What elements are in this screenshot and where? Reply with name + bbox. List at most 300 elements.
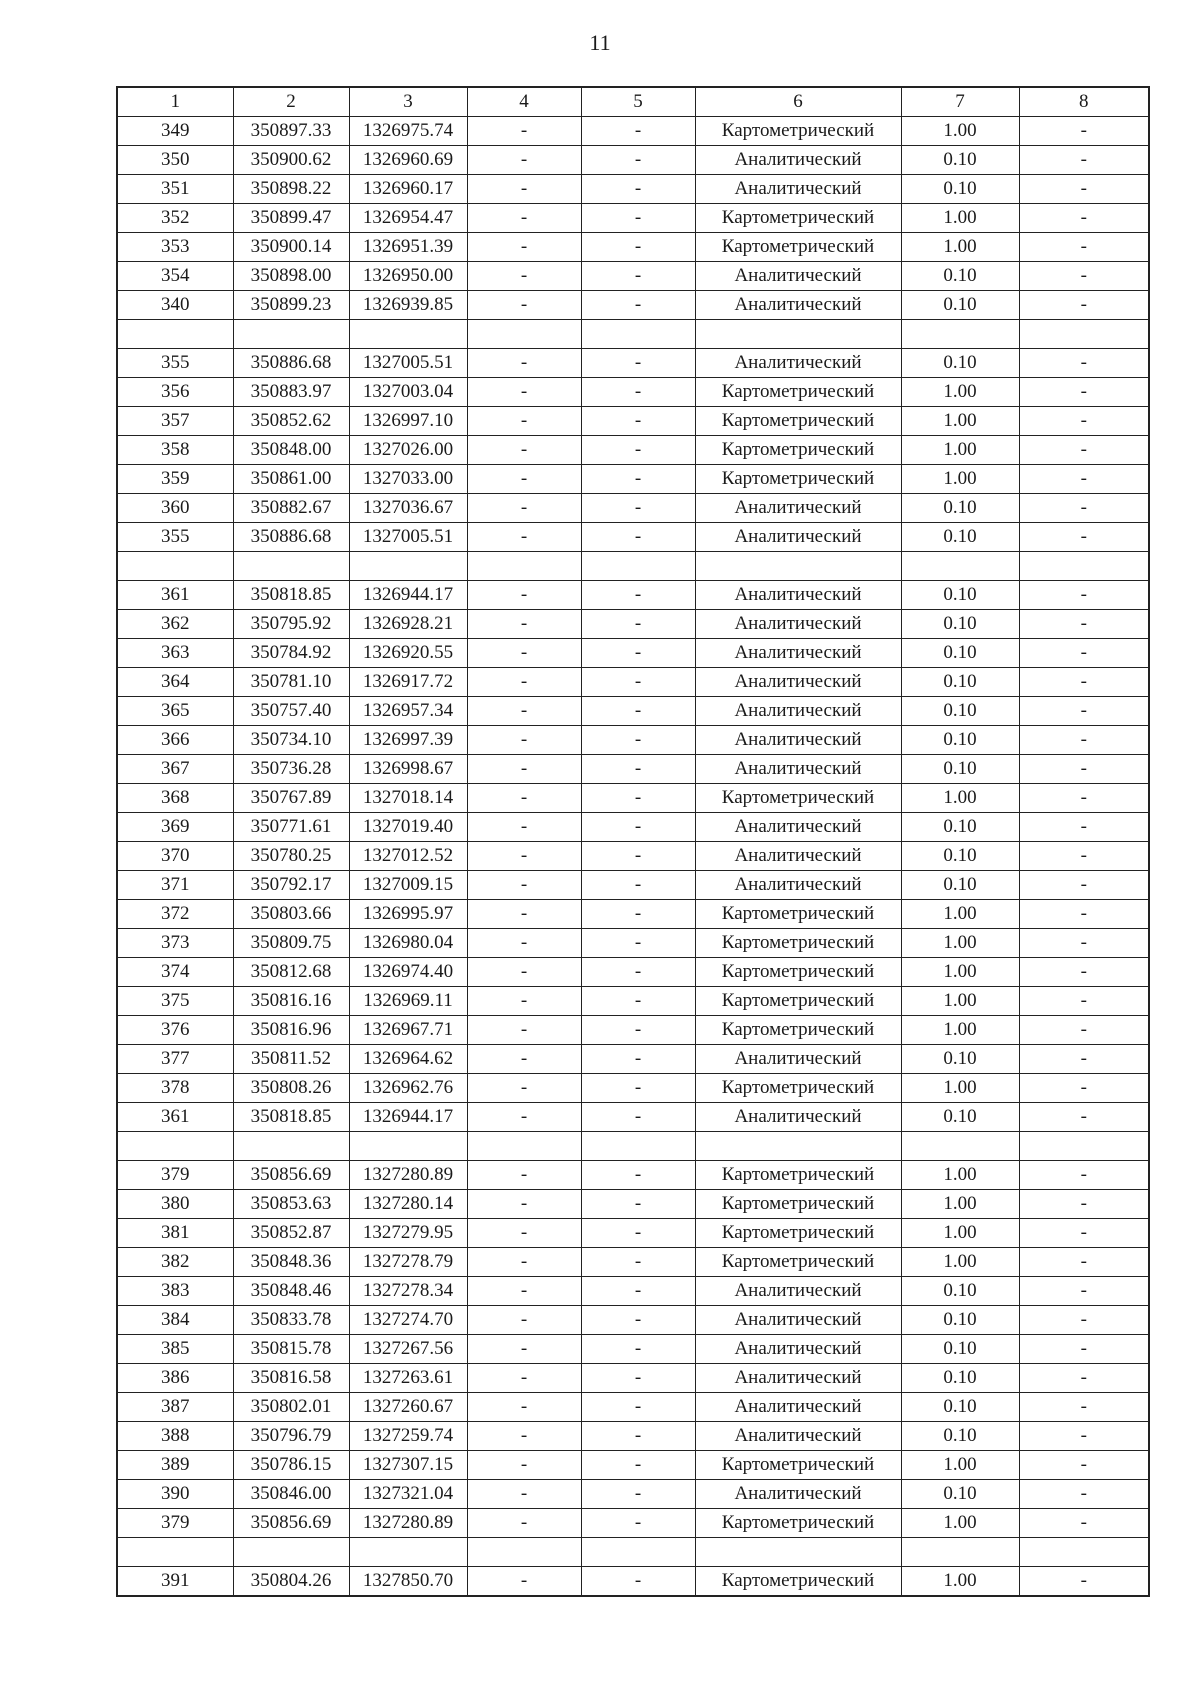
table-cell: Аналитический	[695, 1480, 901, 1509]
table-cell: -	[467, 117, 581, 146]
table-cell: Картометрический	[695, 987, 901, 1016]
table-cell: 350886.68	[233, 523, 349, 552]
table-cell: -	[581, 262, 695, 291]
table-cell: 1326964.62	[349, 1045, 467, 1074]
table-cell: 1327012.52	[349, 842, 467, 871]
table-row	[117, 900, 1149, 929]
table-cell: -	[467, 1074, 581, 1103]
table-cell: 350848.36	[233, 1248, 349, 1277]
table-cell: 1327278.34	[349, 1277, 467, 1306]
table-cell: -	[581, 146, 695, 175]
table-row	[117, 755, 1149, 784]
table-cell: 1326951.39	[349, 233, 467, 262]
table-row	[117, 697, 1149, 726]
table-cell: -	[1019, 175, 1149, 204]
table-cell: 350771.61	[233, 813, 349, 842]
table-cell: Аналитический	[695, 1103, 901, 1132]
table-cell: 1326969.11	[349, 987, 467, 1016]
table-cell: -	[581, 784, 695, 813]
table-cell: -	[581, 204, 695, 233]
table-cell: -	[1019, 1277, 1149, 1306]
table-cell	[467, 1132, 581, 1161]
table-cell: -	[581, 929, 695, 958]
table-cell: -	[467, 639, 581, 668]
table-row	[117, 349, 1149, 378]
table-cell: -	[467, 349, 581, 378]
table-cell	[695, 1132, 901, 1161]
table-cell: -	[1019, 987, 1149, 1016]
table-row	[117, 1509, 1149, 1538]
table-cell: -	[1019, 813, 1149, 842]
table-cell: -	[581, 726, 695, 755]
table-cell: -	[467, 784, 581, 813]
table-cell: 0.10	[901, 1277, 1019, 1306]
table-cell: -	[467, 1480, 581, 1509]
table-row	[117, 987, 1149, 1016]
table-cell: 1.00	[901, 204, 1019, 233]
table-cell: 1326944.17	[349, 1103, 467, 1132]
table-cell: -	[581, 987, 695, 1016]
table-cell: Картометрический	[695, 1567, 901, 1597]
table-cell: 1326995.97	[349, 900, 467, 929]
table-cell: 0.10	[901, 1393, 1019, 1422]
table-cell: -	[467, 842, 581, 871]
table-cell: 350781.10	[233, 668, 349, 697]
table-cell: 1326967.71	[349, 1016, 467, 1045]
table-cell: -	[1019, 436, 1149, 465]
table-row	[117, 1422, 1149, 1451]
table-cell: Картометрический	[695, 378, 901, 407]
table-cell: -	[1019, 1451, 1149, 1480]
table-cell: 1326950.00	[349, 262, 467, 291]
table-cell: Картометрический	[695, 958, 901, 987]
table-cell: -	[1019, 1335, 1149, 1364]
table-cell: Аналитический	[695, 1277, 901, 1306]
table-cell: 1326957.34	[349, 697, 467, 726]
table-cell: 391	[117, 1567, 233, 1597]
table-cell: 355	[117, 349, 233, 378]
table-cell: 1326974.40	[349, 958, 467, 987]
table-cell: 386	[117, 1364, 233, 1393]
page-number: 11	[589, 30, 611, 55]
table-cell: -	[467, 581, 581, 610]
table-cell: -	[1019, 1074, 1149, 1103]
table-cell: 1.00	[901, 407, 1019, 436]
table-cell: 0.10	[901, 842, 1019, 871]
table-cell: -	[581, 958, 695, 987]
table-cell: Аналитический	[695, 1364, 901, 1393]
table-cell: 350786.15	[233, 1451, 349, 1480]
table-cell: -	[467, 668, 581, 697]
table-cell: 350792.17	[233, 871, 349, 900]
table-cell	[901, 1538, 1019, 1567]
table-cell: -	[1019, 610, 1149, 639]
table-row	[117, 1103, 1149, 1132]
table-cell: -	[581, 465, 695, 494]
header-cell: 4	[467, 87, 581, 117]
table-cell: -	[1019, 1393, 1149, 1422]
table-row	[117, 1480, 1149, 1509]
table-cell: -	[467, 436, 581, 465]
table-cell: -	[581, 581, 695, 610]
table-cell: 350900.62	[233, 146, 349, 175]
table-cell: -	[581, 1480, 695, 1509]
table-cell: 350833.78	[233, 1306, 349, 1335]
table-cell: 364	[117, 668, 233, 697]
table-cell: 1327280.14	[349, 1190, 467, 1219]
table-cell: 384	[117, 1306, 233, 1335]
table-cell	[901, 552, 1019, 581]
table-cell: Картометрический	[695, 233, 901, 262]
table-cell: 0.10	[901, 1045, 1019, 1074]
table-cell: 377	[117, 1045, 233, 1074]
table-cell: -	[1019, 117, 1149, 146]
table-cell: 1.00	[901, 900, 1019, 929]
table-cell	[1019, 1538, 1149, 1567]
table-cell: 1326917.72	[349, 668, 467, 697]
table-row	[117, 523, 1149, 552]
table-cell: -	[467, 813, 581, 842]
table-cell: -	[581, 1567, 695, 1597]
table-row	[117, 1074, 1149, 1103]
table-cell: -	[1019, 233, 1149, 262]
table-cell: 360	[117, 494, 233, 523]
table-row	[117, 1567, 1149, 1597]
table-cell: 340	[117, 291, 233, 320]
table-cell: -	[1019, 204, 1149, 233]
header-cell: 6	[695, 87, 901, 117]
table-cell: 1326997.39	[349, 726, 467, 755]
table-cell: -	[581, 523, 695, 552]
table-cell: 0.10	[901, 523, 1019, 552]
table-cell	[349, 1538, 467, 1567]
table-cell: 368	[117, 784, 233, 813]
table-cell	[467, 1538, 581, 1567]
table-cell: 382	[117, 1248, 233, 1277]
table-cell	[901, 1132, 1019, 1161]
table-cell: 350848.46	[233, 1277, 349, 1306]
table-cell: 367	[117, 755, 233, 784]
table-cell: 350886.68	[233, 349, 349, 378]
table-cell: Картометрический	[695, 1016, 901, 1045]
table-row	[117, 1393, 1149, 1422]
table-cell: Аналитический	[695, 175, 901, 204]
table-cell: 350808.26	[233, 1074, 349, 1103]
table-cell: 1327005.51	[349, 349, 467, 378]
table-cell: 1326960.17	[349, 175, 467, 204]
table-row	[117, 1364, 1149, 1393]
table-cell: 1326975.74	[349, 117, 467, 146]
table-cell: 1.00	[901, 929, 1019, 958]
table-cell: 1.00	[901, 1248, 1019, 1277]
table-cell: Картометрический	[695, 407, 901, 436]
table-cell: -	[1019, 697, 1149, 726]
table-cell: 1327003.04	[349, 378, 467, 407]
table-cell: -	[467, 1045, 581, 1074]
table-cell: Картометрический	[695, 1190, 901, 1219]
table-cell: -	[1019, 784, 1149, 813]
table-cell	[581, 1132, 695, 1161]
table-row	[117, 784, 1149, 813]
table-cell: Картометрический	[695, 465, 901, 494]
table-cell: 0.10	[901, 871, 1019, 900]
table-cell: Аналитический	[695, 1335, 901, 1364]
table-cell: 1.00	[901, 1016, 1019, 1045]
table-cell	[233, 1132, 349, 1161]
table-cell: -	[467, 291, 581, 320]
table-cell: -	[581, 842, 695, 871]
table-row	[117, 175, 1149, 204]
table-cell: 1326962.76	[349, 1074, 467, 1103]
table-cell: 1.00	[901, 1509, 1019, 1538]
table-cell: -	[581, 639, 695, 668]
table-row	[117, 1277, 1149, 1306]
table-cell: 372	[117, 900, 233, 929]
table-cell: Аналитический	[695, 842, 901, 871]
table-cell: -	[467, 494, 581, 523]
table-cell: 358	[117, 436, 233, 465]
table-cell: -	[1019, 639, 1149, 668]
table-cell: 350816.96	[233, 1016, 349, 1045]
table-cell: -	[581, 1161, 695, 1190]
table-cell: 365	[117, 697, 233, 726]
table-cell: 350802.01	[233, 1393, 349, 1422]
table-row	[117, 1161, 1149, 1190]
table-cell: -	[1019, 929, 1149, 958]
table-cell: -	[1019, 900, 1149, 929]
table-cell: -	[467, 233, 581, 262]
table-cell: 350899.23	[233, 291, 349, 320]
table-cell: -	[1019, 465, 1149, 494]
table-cell: 350856.69	[233, 1161, 349, 1190]
table-separator-row	[117, 320, 1149, 349]
table-cell: -	[467, 1509, 581, 1538]
table-row	[117, 813, 1149, 842]
table-cell: 1327280.89	[349, 1509, 467, 1538]
table-cell: 350736.28	[233, 755, 349, 784]
table-cell	[901, 320, 1019, 349]
table-cell: 361	[117, 581, 233, 610]
table-cell: 1327274.70	[349, 1306, 467, 1335]
table-cell: 0.10	[901, 1480, 1019, 1509]
table-cell: -	[467, 929, 581, 958]
table-cell	[233, 320, 349, 349]
table-cell: -	[581, 900, 695, 929]
table-cell: 379	[117, 1161, 233, 1190]
table-cell	[581, 320, 695, 349]
table-row	[117, 842, 1149, 871]
table-cell: -	[581, 407, 695, 436]
table-cell: 0.10	[901, 813, 1019, 842]
table-cell	[1019, 320, 1149, 349]
table-cell: -	[467, 871, 581, 900]
table-cell: Картометрический	[695, 1509, 901, 1538]
table-cell: -	[467, 146, 581, 175]
table-cell	[349, 552, 467, 581]
table-cell: Аналитический	[695, 291, 901, 320]
table-cell: Картометрический	[695, 1219, 901, 1248]
table-cell: -	[1019, 1161, 1149, 1190]
table-cell	[117, 1538, 233, 1567]
table-cell: -	[467, 1190, 581, 1219]
table-cell: -	[467, 523, 581, 552]
table-cell: Картометрический	[695, 900, 901, 929]
table-cell: -	[1019, 1364, 1149, 1393]
table-row	[117, 639, 1149, 668]
table-cell: 1327260.67	[349, 1393, 467, 1422]
table-cell: -	[581, 1074, 695, 1103]
table-cell	[349, 320, 467, 349]
table-cell: -	[1019, 1422, 1149, 1451]
header-cell: 3	[349, 87, 467, 117]
table-cell: -	[1019, 668, 1149, 697]
table-cell: 1.00	[901, 1190, 1019, 1219]
table-cell: -	[581, 755, 695, 784]
table-cell: -	[581, 1364, 695, 1393]
table-cell: -	[1019, 581, 1149, 610]
table-cell: -	[581, 1248, 695, 1277]
table-cell: 1327036.67	[349, 494, 467, 523]
table-cell: 350767.89	[233, 784, 349, 813]
table-row	[117, 1451, 1149, 1480]
table-cell: -	[467, 465, 581, 494]
table-cell: Аналитический	[695, 813, 901, 842]
table-cell: -	[467, 1306, 581, 1335]
table-cell: 350796.79	[233, 1422, 349, 1451]
table-cell: 350816.58	[233, 1364, 349, 1393]
table-cell: 0.10	[901, 146, 1019, 175]
header-cell: 2	[233, 87, 349, 117]
table-cell: 350804.26	[233, 1567, 349, 1597]
table-cell: -	[581, 233, 695, 262]
table-cell: 0.10	[901, 1364, 1019, 1393]
table-cell: -	[581, 1016, 695, 1045]
table-cell: 362	[117, 610, 233, 639]
table-row	[117, 668, 1149, 697]
table-cell: 350848.00	[233, 436, 349, 465]
table-cell	[117, 1132, 233, 1161]
table-cell: -	[467, 1422, 581, 1451]
table-cell: -	[1019, 1480, 1149, 1509]
header-cell: 1	[117, 87, 233, 117]
table-cell: -	[581, 1190, 695, 1219]
table-cell: Аналитический	[695, 1422, 901, 1451]
header-cell: 5	[581, 87, 695, 117]
table-cell: 379	[117, 1509, 233, 1538]
table-cell: 350882.67	[233, 494, 349, 523]
table-cell: Аналитический	[695, 639, 901, 668]
table-cell	[467, 320, 581, 349]
table-cell: 383	[117, 1277, 233, 1306]
table-cell: -	[581, 1393, 695, 1422]
table-cell	[233, 552, 349, 581]
table-row	[117, 1248, 1149, 1277]
table-cell: 355	[117, 523, 233, 552]
table-cell: 1327019.40	[349, 813, 467, 842]
table-cell: 1327026.00	[349, 436, 467, 465]
table-cell: Аналитический	[695, 697, 901, 726]
table-cell: 354	[117, 262, 233, 291]
table-cell: 350809.75	[233, 929, 349, 958]
table-row	[117, 1190, 1149, 1219]
table-cell: -	[467, 1277, 581, 1306]
table-cell: 1326939.85	[349, 291, 467, 320]
table-cell: -	[467, 900, 581, 929]
table-cell: -	[467, 1103, 581, 1132]
table-cell: 1326920.55	[349, 639, 467, 668]
table-cell: 350898.00	[233, 262, 349, 291]
table-cell: -	[1019, 1016, 1149, 1045]
table-cell: 366	[117, 726, 233, 755]
table-cell: Картометрический	[695, 117, 901, 146]
table-cell: 350818.85	[233, 1103, 349, 1132]
table-row	[117, 494, 1149, 523]
table-cell: -	[467, 1016, 581, 1045]
table-cell: 350861.00	[233, 465, 349, 494]
table-cell: 373	[117, 929, 233, 958]
table-row	[117, 726, 1149, 755]
table-cell: -	[581, 1219, 695, 1248]
table-cell: -	[467, 1451, 581, 1480]
table-cell: 0.10	[901, 291, 1019, 320]
table-cell: -	[467, 1364, 581, 1393]
table-cell	[117, 320, 233, 349]
table-cell: 0.10	[901, 1103, 1019, 1132]
table-cell: 350856.69	[233, 1509, 349, 1538]
table-cell: 1.00	[901, 233, 1019, 262]
table-cell: -	[1019, 958, 1149, 987]
table-row	[117, 262, 1149, 291]
table-cell: Аналитический	[695, 1306, 901, 1335]
table-cell: -	[581, 175, 695, 204]
table-cell: -	[581, 1509, 695, 1538]
table-cell	[695, 1538, 901, 1567]
table-cell: Аналитический	[695, 349, 901, 378]
table-cell: Аналитический	[695, 523, 901, 552]
table-cell: 1.00	[901, 784, 1019, 813]
table-cell: -	[467, 378, 581, 407]
table-cell: 0.10	[901, 639, 1019, 668]
table-cell: 1326998.67	[349, 755, 467, 784]
table-cell: 359	[117, 465, 233, 494]
table-cell: 351	[117, 175, 233, 204]
table-cell: 1327005.51	[349, 523, 467, 552]
table-cell: -	[581, 349, 695, 378]
table-row	[117, 871, 1149, 900]
table-cell: 1326944.17	[349, 581, 467, 610]
table-cell: Картометрический	[695, 1451, 901, 1480]
table-cell: 389	[117, 1451, 233, 1480]
table-cell: 1327850.70	[349, 1567, 467, 1597]
table-cell: -	[581, 494, 695, 523]
table-cell: -	[1019, 378, 1149, 407]
table-cell: 0.10	[901, 349, 1019, 378]
table-cell	[695, 552, 901, 581]
table-cell: -	[1019, 1103, 1149, 1132]
table-cell: -	[1019, 726, 1149, 755]
table-body	[117, 87, 1149, 1596]
table-cell: -	[1019, 1190, 1149, 1219]
table-cell	[233, 1538, 349, 1567]
table-row	[117, 1045, 1149, 1074]
table-cell: 0.10	[901, 262, 1019, 291]
table-cell: -	[467, 262, 581, 291]
table-cell: -	[581, 117, 695, 146]
table-cell: 388	[117, 1422, 233, 1451]
table-cell: -	[467, 1567, 581, 1597]
table-cell: Аналитический	[695, 610, 901, 639]
table-cell: -	[467, 1248, 581, 1277]
